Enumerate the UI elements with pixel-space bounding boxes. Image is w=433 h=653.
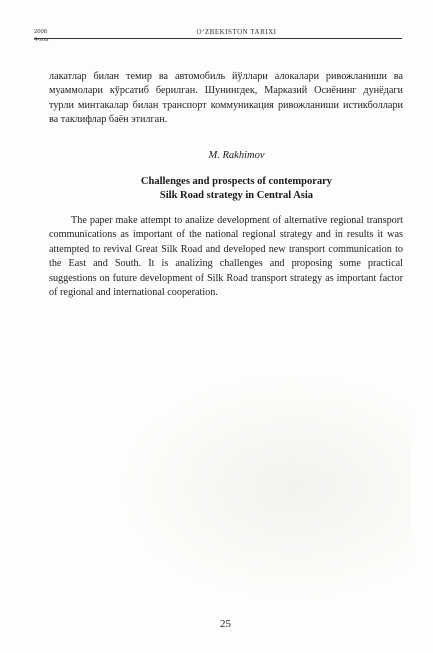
article-title-line-1: Challenges and prospects of contemporary xyxy=(140,176,333,187)
year: 2008 xyxy=(34,28,47,35)
header-rule xyxy=(34,38,402,39)
article-author: M. Rakhimov xyxy=(208,150,265,161)
journal-title: O‘ZBEKISTON TARIXI xyxy=(196,28,277,36)
issue-number: 4-son xyxy=(34,36,49,43)
intro-paragraph: лакатлар билан темир ва автомобиль йўллари алокалари ривожланиши ва муаммолари кўрсатиб берилган. Шунингдек, Марказий Осиёнинг дунёдаги турли минтакалар билан транспорт коммуникация ривожланиши истикболлари ва таклифлар баён этилган. xyxy=(49,71,403,126)
article-title-line-2: Silk Road strategy in Central Asia xyxy=(159,190,314,201)
abstract-paragraph: The paper make attempt to analize development of alternative regional transport communications as important of the national regional strategy and in results it was attempted to revival Great Silk Road and developed new transport communication to the East and South. It is analizing challenges and proposing some practical suggestions on future development of Silk Road transport strategy as important factor of regional and international cooperation. xyxy=(49,215,403,299)
scan-bleed-through xyxy=(120,375,410,600)
article-title xyxy=(0,175,433,203)
page-number: 25 xyxy=(220,618,231,630)
